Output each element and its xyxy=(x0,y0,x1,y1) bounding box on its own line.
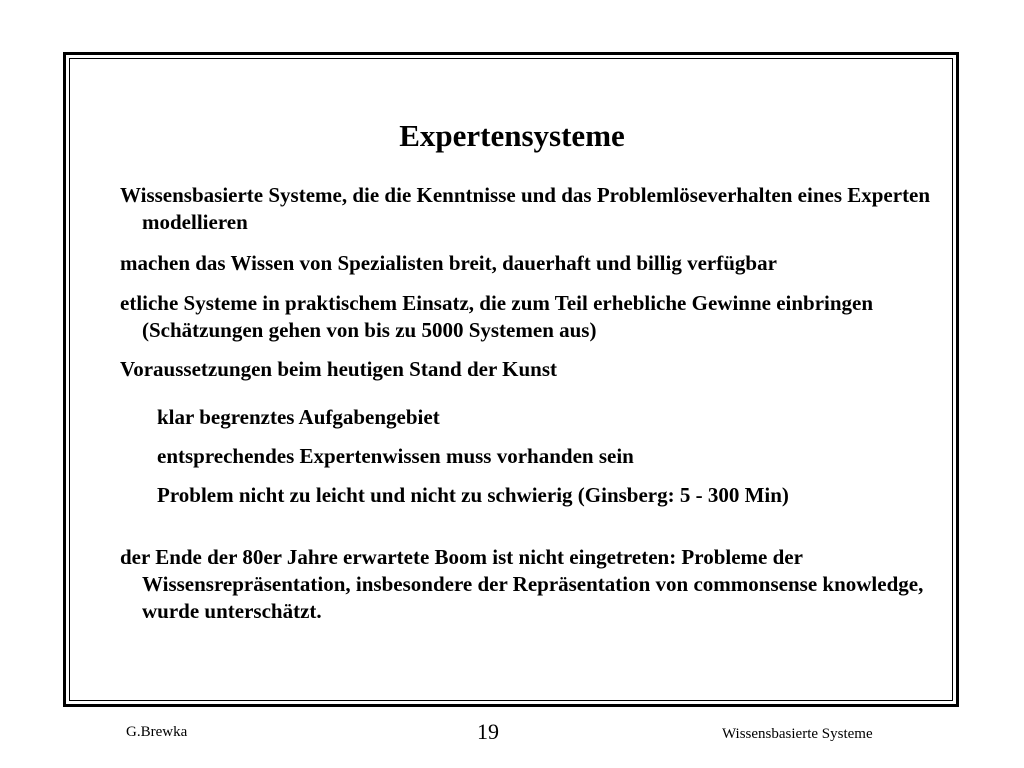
paragraph-1: Wissensbasierte Systeme, die die Kenntnisse und das Problemlöseverhalten eines Experten modellieren xyxy=(120,183,931,234)
slide-title: Expertensysteme xyxy=(399,118,625,153)
closing-paragraph: der Ende der 80er Jahre erwartete Boom ist nicht eingetreten: Probleme der Wissensrepräsentation, insbesondere der Repräsentation von commonsense knowledge, wurde unterschätzt. xyxy=(120,545,924,623)
paragraph-2: machen das Wissen von Spezialisten breit, dauerhaft und billig verfügbar xyxy=(120,251,777,275)
paragraph-4: Voraussetzungen beim heutigen Stand der Kunst xyxy=(120,357,557,381)
footer-author: G.Brewka xyxy=(126,724,188,740)
sub-item-2: entsprechendes Expertenwissen muss vorhanden sein xyxy=(157,444,634,468)
sub-item-1: klar begrenztes Aufgabengebiet xyxy=(157,405,440,429)
slide-content xyxy=(120,182,950,625)
sub-item-3: Problem nicht zu leicht und nicht zu schwierig (Ginsberg: 5 - 300 Min) xyxy=(157,483,789,507)
page-number: 19 xyxy=(477,719,499,744)
paragraph-3: etliche Systeme in praktischem Einsatz, die zum Teil erhebliche Gewinne einbringen (Schätzungen gehen von bis zu 5000 Systemen aus) xyxy=(120,291,874,342)
footer-course: Wissensbasierte Systeme xyxy=(722,726,873,742)
